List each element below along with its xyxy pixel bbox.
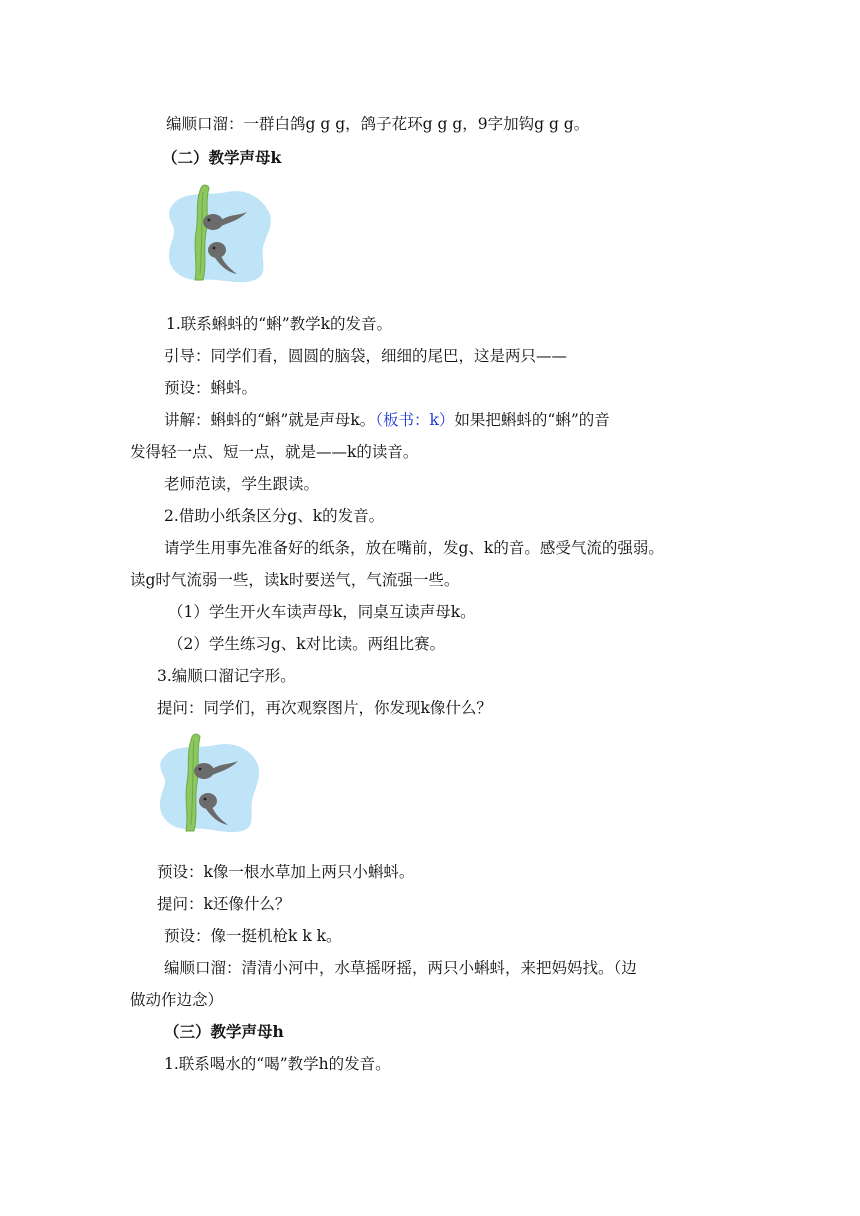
text-line-practice-1: （1）学生开火车读声母k，同桌互读声母k。 (168, 603, 476, 621)
explain-text-cont: 如果把蝌蚪的“蝌”的音 (454, 411, 610, 429)
text-line-paper-instructions: 请学生用事先准备好的纸条，放在嘴前，发g、k的音。感受气流的强弱。 (164, 539, 664, 557)
text-line-explain-cont: 发得轻一点、短一点，就是——k的读音。 (130, 443, 419, 461)
text-line-question-2: 提问：k还像什么？ (157, 895, 291, 913)
section-heading-k: （二）教学声母k (162, 148, 282, 167)
text-line-preset-tadpole: 预设：蝌蚪。 (164, 379, 258, 397)
board-note: （板书：k） (375, 411, 455, 429)
text-line-rhyme-shape: 3.编顺口溜记字形。 (157, 667, 296, 685)
explain-text: 讲解：蝌蚪的“蝌”就是声母k。 (164, 411, 376, 429)
text-line-paper-strip: 2.借助小纸条区分g、k的发音。 (164, 507, 385, 525)
text-line-preset-k-shape: 预设：k像一根水草加上两只小蝌蚪。 (157, 863, 415, 881)
text-line-teacher-reads: 老师范读，学生跟读。 (164, 475, 320, 493)
text-line-rhyme-river: 编顺口溜：清清小河中，水草摇呀摇，两只小蝌蚪，来把妈妈找。（边 (164, 959, 637, 977)
text-line-preset-gun: 预设：像一挺机枪k k k。 (164, 927, 342, 945)
tadpole-weed-illustration (158, 733, 262, 833)
text-line-practice-2: （2）学生练习g、k对比读。两组比赛。 (168, 635, 446, 653)
text-line-h-pronunciation: 1.联系喝水的“喝”教学h的发音。 (164, 1055, 391, 1073)
text-line-airflow: 读g时气流弱一些，读k时要送气，气流强一些。 (130, 571, 460, 589)
text-line-k-pronunciation: 1.联系蝌蚪的“蝌”教学k的发音。 (166, 315, 393, 333)
text-line-gg-rhyme: 编顺口溜：一群白鸽g g g，鸽子花环g g g，9字加钩g g g。 (166, 115, 590, 133)
text-line-question: 提问：同学们，再次观察图片，你发现k像什么？ (157, 699, 492, 717)
text-line-guide: 引导：同学们看，圆圆的脑袋，细细的尾巴，这是两只—— (164, 347, 568, 365)
section-heading-h: （三）教学声母h (164, 1022, 284, 1041)
text-line-explain (164, 410, 610, 430)
tadpole-weed-illustration (165, 182, 275, 284)
text-line-rhyme-river-cont: 做动作边念） (130, 991, 224, 1009)
